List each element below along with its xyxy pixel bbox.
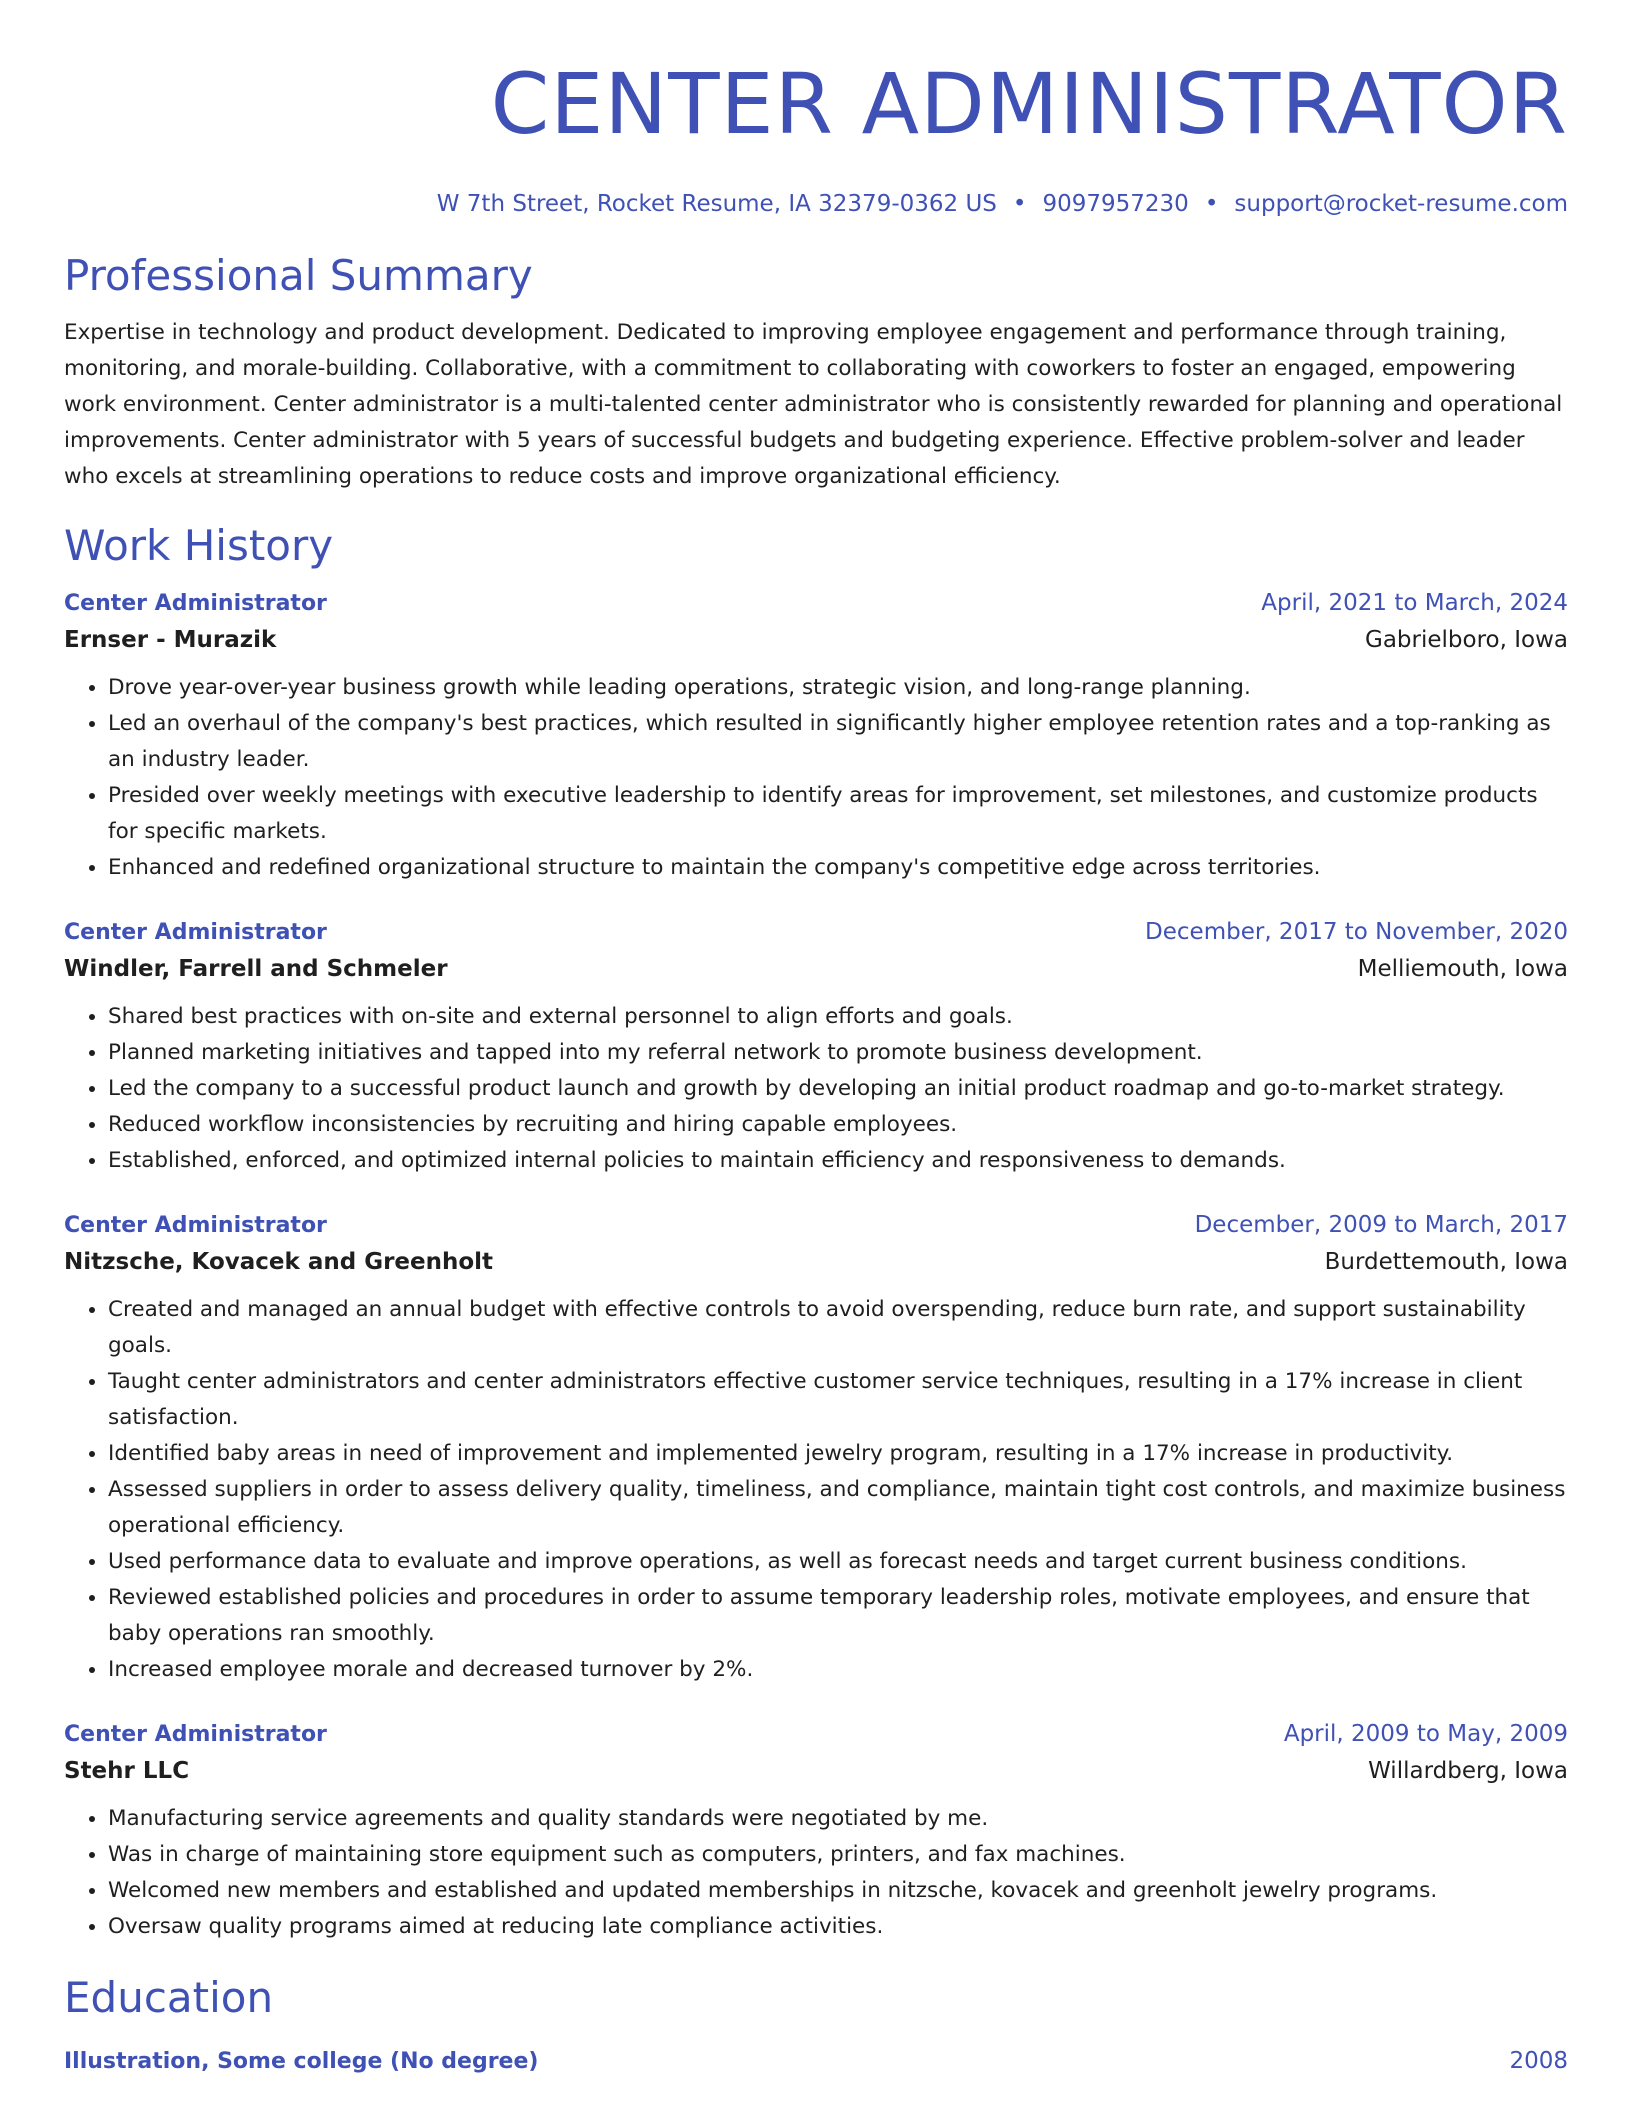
job-bullet: • Oversaw quality programs aimed at reducing late compliance activities. (108, 1909, 1568, 1945)
job-title: Center Administrator (64, 591, 327, 616)
job-bullet: • Created and managed an annual budget with effective controls to avoid overspending, reduce burn rate, and support sustainability goals. (108, 1292, 1568, 1364)
job-bullet: • Established, enforced, and optimized internal policies to maintain efficiency and responsiveness to demands. (108, 1143, 1568, 1179)
job-bullet: • Taught center administrators and center administrators effective customer service techniques, resulting in a 17% increase in client satisfaction. (108, 1364, 1568, 1436)
summary-text: Expertise in technology and product development. Dedicated to improving employee engagement and performance through training, monitoring, and morale-building. Collaborative, with a commitment to collaborating with coworkers to foster an engaged, empowering work environment. Center administrator is a multi-talented center administrator who is consistently rewarded for planning and operational improvements. Center administrator with 5 years of successful budgets and budgeting experience. Effective problem-solver and leader who excels at streamlining operations to reduce costs and improve organizational efficiency. (64, 320, 1563, 489)
job-bullet: • Manufacturing service agreements and quality standards were negotiated by me. (108, 1801, 1568, 1837)
job-entry (64, 1209, 1568, 1688)
job-location: Melliemouth, Iowa (1357, 956, 1568, 982)
job-company-row (64, 620, 1568, 660)
job-company: Windler, Farrell and Schmeler (64, 956, 448, 982)
job-bullet: • Led an overhaul of the company's best practices, which resulted in significantly higher employee retention rates and a top-ranking as an industry leader. (108, 706, 1568, 778)
job-entry (64, 916, 1568, 1179)
section-title-education: Education (64, 1973, 274, 2022)
job-title-row (64, 587, 1568, 620)
job-entry (64, 1718, 1568, 1945)
job-location: Burdettemouth, Iowa (1324, 1249, 1568, 1275)
contact-separator: • (1012, 191, 1027, 217)
contact-line (64, 189, 1568, 219)
job-bullet: • Assessed suppliers in order to assess delivery quality, timeliness, and compliance, maintain tight cost controls, and maximize business operational efficiency. (108, 1472, 1568, 1544)
job-bullet-list (64, 999, 1568, 1179)
job-company: Stehr LLC (64, 1758, 190, 1784)
job-title: Center Administrator (64, 1722, 327, 1747)
job-title: Center Administrator (64, 1213, 327, 1238)
job-bullet: • Shared best practices with on-site and external personnel to align efforts and goals. (108, 999, 1568, 1035)
job-bullet: • Planned marketing initiatives and tapped into my referral network to promote business development. (108, 1035, 1568, 1071)
job-bullet: • Led the company to a successful product launch and growth by developing an initial product roadmap and go-to-market strategy. (108, 1071, 1568, 1107)
job-company-row (64, 1242, 1568, 1282)
education-list (64, 2045, 1568, 2078)
education-year: 2008 (1509, 2048, 1568, 2074)
education-entry (64, 2045, 1568, 2078)
job-dates: December, 2009 to March, 2017 (1194, 1212, 1568, 1238)
job-bullet-list (64, 1292, 1568, 1688)
section-title-work-history: Work History (64, 521, 334, 570)
candidate-name: CENTER ADMINISTRATOR (490, 55, 1568, 153)
job-bullet: • Welcomed new members and established and updated memberships in nitzsche, kovacek and greenholt jewelry programs. (108, 1873, 1568, 1909)
job-company-row (64, 1751, 1568, 1791)
resume-header (64, 55, 1568, 219)
job-dates: April, 2009 to May, 2009 (1283, 1721, 1568, 1747)
job-company-row (64, 949, 1568, 989)
job-title-row (64, 1209, 1568, 1242)
contact-email[interactable]: support@rocket-resume.com (1234, 191, 1568, 217)
job-entry (64, 587, 1568, 886)
job-title: Center Administrator (64, 920, 327, 945)
job-bullet: • Increased employee morale and decreased turnover by 2%. (108, 1652, 1568, 1688)
job-title-row (64, 916, 1568, 949)
job-bullet: • Was in charge of maintaining store equipment such as computers, printers, and fax machines. (108, 1837, 1568, 1873)
job-company: Ernser - Murazik (64, 627, 277, 653)
job-bullet-list (64, 1801, 1568, 1945)
contact-address: W 7th Street, Rocket Resume, IA 32379-0362 US (436, 191, 997, 217)
contact-separator: • (1204, 191, 1219, 217)
job-bullet: • Reviewed established policies and procedures in order to assume temporary leadership roles, motivate employees, and ensure that baby operations ran smoothly. (108, 1580, 1568, 1652)
job-location: Willardberg, Iowa (1368, 1758, 1568, 1784)
job-bullet: • Identified baby areas in need of improvement and implemented jewelry program, resulting in a 17% increase in productivity. (108, 1436, 1568, 1472)
job-bullet: • Presided over weekly meetings with executive leadership to identify areas for improvement, set milestones, and customize products for specific markets. (108, 778, 1568, 850)
job-location: Gabrielboro, Iowa (1365, 627, 1568, 653)
job-dates: April, 2021 to March, 2024 (1261, 590, 1568, 616)
work-history-list (64, 587, 1568, 1945)
job-bullet: • Enhanced and redefined organizational structure to maintain the company's competitive edge across territories. (108, 850, 1568, 886)
section-title-summary: Professional Summary (64, 251, 533, 300)
education-degree: Illustration, Some college (No degree) (64, 2049, 539, 2074)
job-company: Nitzsche, Kovacek and Greenholt (64, 1249, 494, 1275)
job-bullet: • Drove year-over-year business growth while leading operations, strategic vision, and long-range planning. (108, 670, 1568, 706)
job-bullet: • Reduced workflow inconsistencies by recruiting and hiring capable employees. (108, 1107, 1568, 1143)
job-bullet: • Used performance data to evaluate and improve operations, as well as forecast needs and target current business conditions. (108, 1544, 1568, 1580)
job-dates: December, 2017 to November, 2020 (1145, 919, 1568, 945)
job-bullet-list (64, 670, 1568, 886)
job-title-row (64, 1718, 1568, 1751)
contact-phone: 9097957230 (1042, 191, 1189, 217)
